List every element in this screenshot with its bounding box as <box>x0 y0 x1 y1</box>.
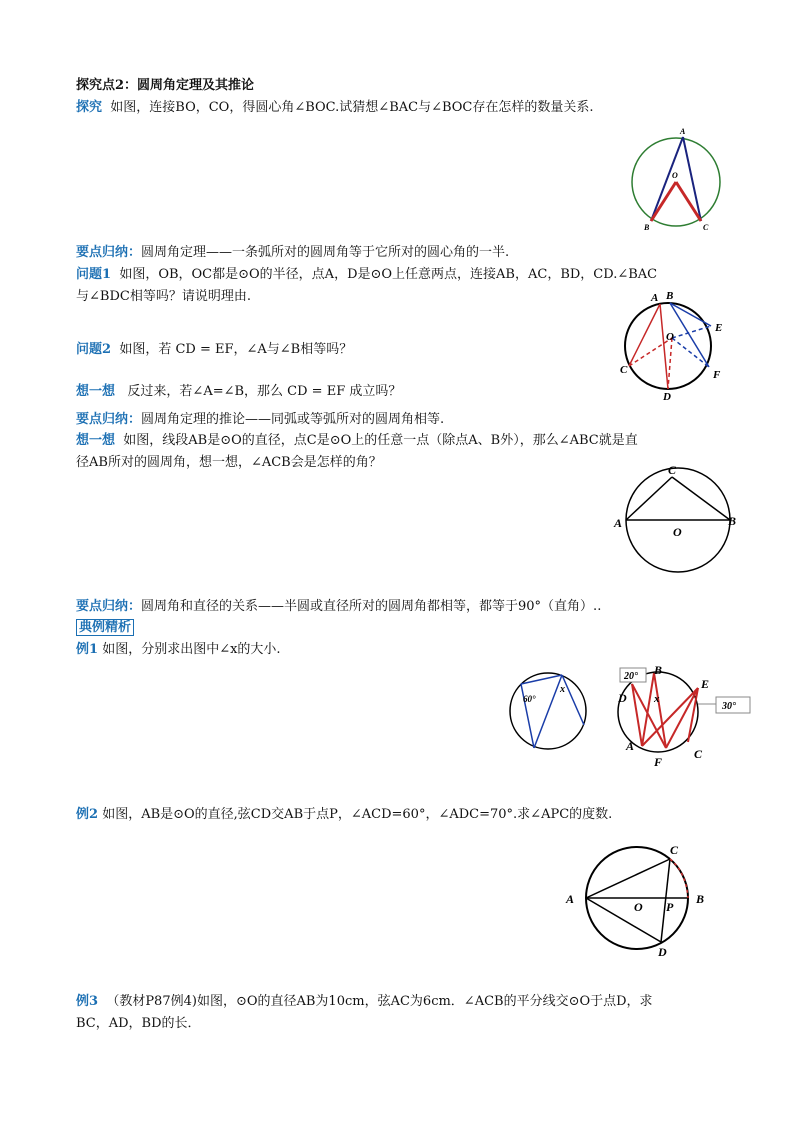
question-1-line2: 与∠BDC相等吗？请说明理由. <box>76 289 251 304</box>
angle-30-label: 30° <box>722 701 736 712</box>
point-b-label: B <box>654 663 663 677</box>
angle-20-label: 20° <box>624 671 638 682</box>
question-1-text: 如图，OB，OC都是⊙O的半径，点A，D是⊙O上任意两点，连接AB，AC，BD，CD.∠BAC <box>119 267 658 282</box>
chord-ab <box>651 137 683 221</box>
point-a-label: A <box>614 516 623 530</box>
point-b-label: B <box>666 290 674 302</box>
point-e-label: E <box>715 322 723 334</box>
example-1 <box>76 641 281 659</box>
section-title: 探究点2：圆周角定理及其推论 <box>76 78 255 93</box>
question-1-label: 问题1 <box>76 267 112 282</box>
example-3-line2: BC，AD，BD的长． <box>76 1016 201 1031</box>
point-o-label: O <box>666 331 674 343</box>
figure-example-1-left <box>504 670 594 754</box>
point-f-label: F <box>713 369 721 381</box>
chord-bf <box>670 303 709 367</box>
explore-paragraph <box>76 99 594 117</box>
think-2-line2: 径AB所对的圆周角，想一想，∠ACB会是怎样的角？ <box>76 455 382 470</box>
radius-od <box>668 338 672 389</box>
example-1-text: 如图，分别求出图中∠x的大小. <box>102 642 281 657</box>
question-2-label: 问题2 <box>76 342 112 357</box>
explore-text: 如图，连接BO，CO，得圆心角∠BOC.试猜想∠BAC与∠BOC存在怎样的数量关系. <box>110 100 594 115</box>
point-a-label: A <box>680 127 686 136</box>
think-1-label: 想一想 <box>76 384 116 399</box>
key-point-2 <box>76 411 444 429</box>
point-b-label: B <box>728 514 737 528</box>
key-point-label: 要点归纳： <box>76 599 142 614</box>
point-p-label: P <box>666 900 674 914</box>
chord-ad <box>660 304 668 389</box>
point-d-label: D <box>618 691 627 705</box>
point-b-label: B <box>696 892 705 906</box>
question-2 <box>76 341 352 359</box>
explore-label: 探究 <box>76 100 103 115</box>
angle-x-label: x <box>560 684 565 695</box>
point-c-label: C <box>668 463 677 477</box>
point-o-label: O <box>672 171 678 180</box>
think-2-text: 如图，线段AB是⊙O的直径，点C是⊙O上的任意一点（除点A、B外），那么∠ABC就是直 <box>123 433 638 448</box>
think-2-label: 想一想 <box>76 433 116 448</box>
question-2-text: 如图，若 CD = EF，∠A与∠B相等吗？ <box>119 342 353 357</box>
key-point-text: 圆周角定理的推论——同弧或等弧所对的圆周角相等. <box>141 412 445 427</box>
example-2 <box>76 806 612 824</box>
key-point-label: 要点归纳： <box>76 245 142 260</box>
chord-4 <box>534 675 562 748</box>
point-a-label: A <box>626 739 635 753</box>
example-1-label: 例1 <box>76 642 99 657</box>
point-c-label: C <box>694 747 703 761</box>
chord-cb <box>672 477 730 520</box>
figure-diameter-right-angle <box>612 462 742 574</box>
example-3-text: （教材P87例4)如图，⊙O的直径AB为10cm，弦AC为6cm．∠ACB的平分线交⊙O于点D，求 <box>106 994 653 1009</box>
point-c-label: C <box>620 364 628 376</box>
example-2-text: 如图，AB是⊙O的直径,弦CD交AB于点P，∠ACD=60°，∠ADC=70°.求∠APC的度数. <box>102 807 613 822</box>
point-b-label: B <box>644 223 650 232</box>
key-point-1 <box>76 244 509 262</box>
example-3 <box>76 993 653 1011</box>
key-point-3 <box>76 598 601 616</box>
point-d-label: D <box>663 391 671 402</box>
radius-of <box>672 338 709 367</box>
point-c-label: C <box>670 843 679 857</box>
point-f-label: F <box>654 755 663 769</box>
angle-60-label: 60° <box>523 694 536 704</box>
circle-outline <box>625 303 711 389</box>
angle-x-label: x <box>654 693 660 705</box>
figure-example-1-right <box>614 662 754 770</box>
point-o-label: O <box>634 900 643 914</box>
point-d-label: D <box>658 945 667 959</box>
key-point-text: 圆周角定理——一条弧所对的圆周角等于它所对的圆心角的一半. <box>141 245 510 260</box>
chord-ad <box>586 898 661 942</box>
typical-examples-heading <box>76 619 134 637</box>
point-c-label: C <box>703 223 709 232</box>
example-3-label: 例3 <box>76 994 99 1009</box>
chord-ac <box>626 477 672 520</box>
dashed-arc-cb <box>670 859 688 898</box>
point-e-label: E <box>701 677 710 691</box>
figure-example-2 <box>560 838 720 964</box>
think-1-text: 反过来，若∠A=∠B，那么 CD = EF 成立吗？ <box>127 384 402 399</box>
point-o-label: O <box>673 525 682 539</box>
radius-oe <box>672 326 711 338</box>
question-1 <box>76 266 657 284</box>
figure-inscribed-central-angle <box>626 124 726 234</box>
think-2 <box>76 432 638 450</box>
key-point-text: 圆周角和直径的关系——半圆或直径所对的圆周角都相等，都等于90°（直角）.. <box>141 599 602 614</box>
typical-label: 典例精析 <box>76 619 134 636</box>
example-2-label: 例2 <box>76 807 99 822</box>
figure-equal-arcs <box>618 286 730 402</box>
think-1 <box>76 383 401 401</box>
point-a-label: A <box>651 292 659 304</box>
point-a-label: A <box>566 892 575 906</box>
key-point-label: 要点归纳： <box>76 412 142 427</box>
chord-ac <box>629 304 660 366</box>
